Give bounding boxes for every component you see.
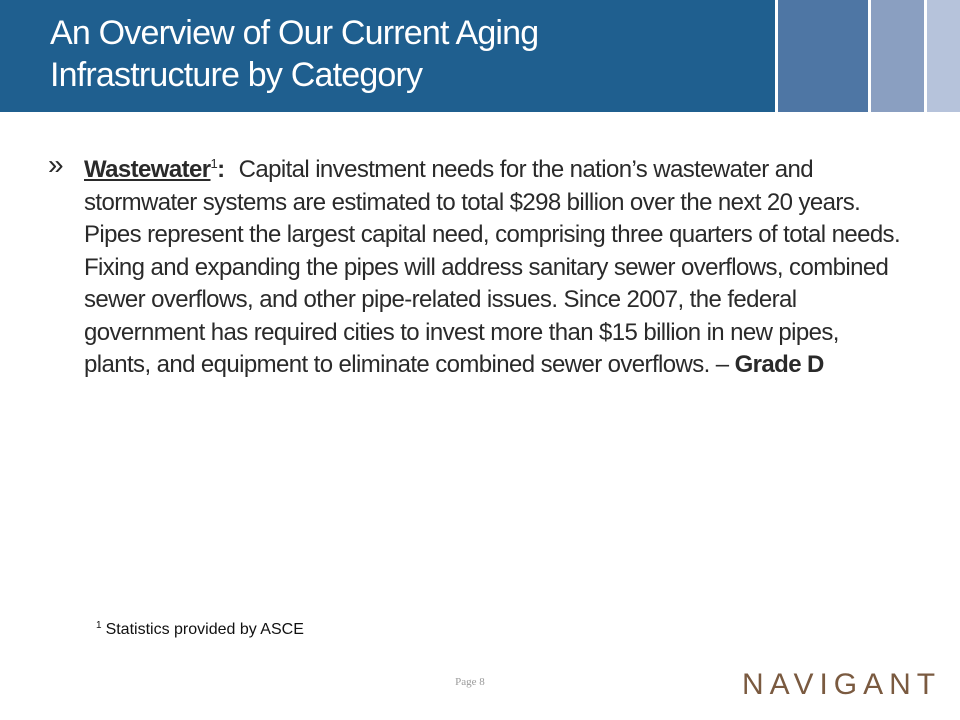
heading-colon: : (217, 156, 225, 183)
decor-stripe-1 (778, 0, 868, 112)
footnote-number: 1 (96, 619, 102, 631)
title-line-1: An Overview of Our Current Aging (50, 14, 539, 52)
bullet-body: Capital investment needs for the nation’s wastewater and stormwater systems are estimated to total $298 billion over the next 20 years. Pipes represent the largest capital need, comprising three quarters of total needs. Fixing and expanding the pipes will address sanitary sewer overflows, combined sewer overflows, and other pipe-related issues. Since 2007, the federal government has required cities to invest more than $15 billion in new pipes, plants, and equipment to eliminate combined sewer overflows. – (84, 156, 901, 378)
page-number: Page 8 (455, 676, 485, 688)
grade-label: Grade D (734, 351, 824, 378)
bullet-paragraph (84, 154, 904, 382)
footnote-text: Statistics provided by ASCE (105, 621, 304, 638)
decor-stripe-3 (927, 0, 960, 112)
footnote (96, 620, 304, 640)
footnote-ref: 1 (210, 156, 218, 171)
decor-stripe-2 (871, 0, 924, 112)
navigant-logo: NAVIGANT (742, 668, 942, 701)
slide-title (50, 12, 770, 96)
title-line-2: Infrastructure by Category (50, 56, 423, 94)
title-bar (0, 0, 775, 112)
bullet-heading: Wastewater (84, 156, 211, 183)
bullet-marker: » (48, 149, 64, 180)
header-band (0, 0, 960, 112)
